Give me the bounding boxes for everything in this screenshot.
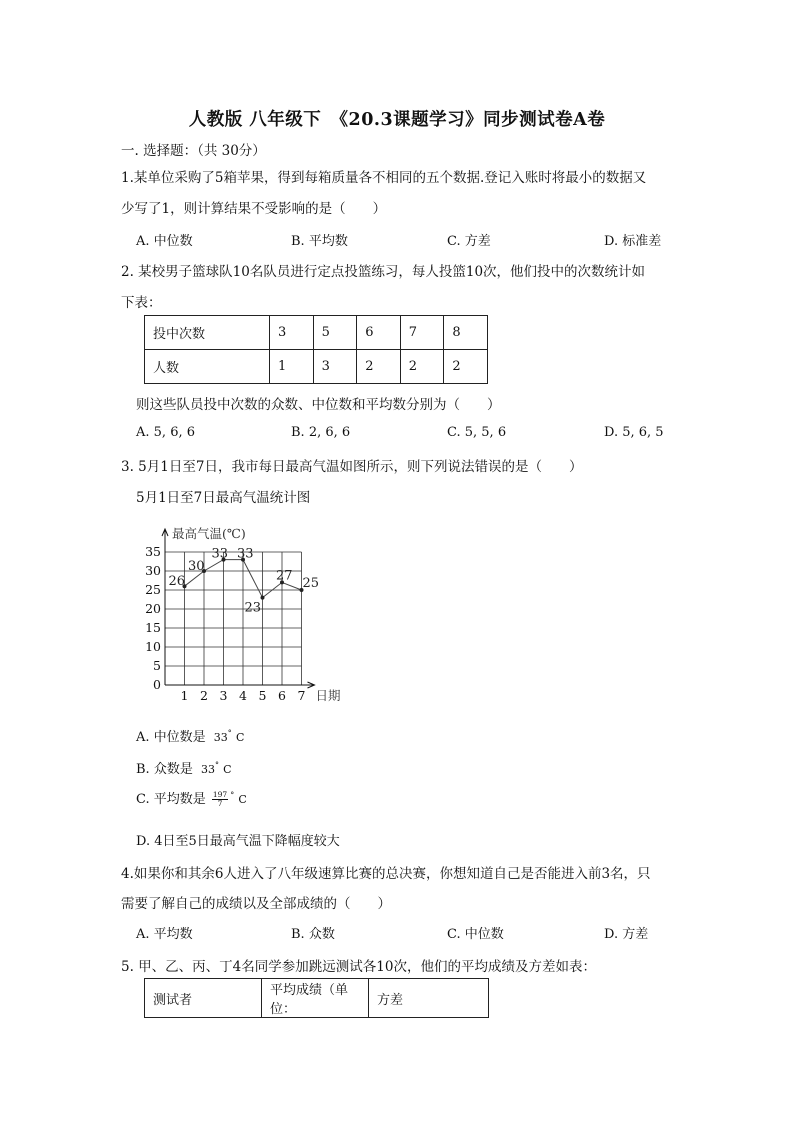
- temperature-line-chart: [140, 517, 360, 707]
- q2-table-cell: 2: [357, 350, 401, 384]
- q5-table: [144, 978, 489, 1018]
- q5-table-row: [145, 979, 489, 1018]
- q2-table-cell: 3: [313, 350, 357, 384]
- page-title: 人教版 八年级下 《20.3课题学习》同步测试卷A卷: [188, 110, 606, 130]
- q1-option-c[interactable]: C. 方差: [447, 234, 491, 249]
- q3-option-c-label: C. 平均数是: [136, 792, 206, 807]
- degree-sign: °: [227, 728, 232, 738]
- q2-question: 则这些队员投中次数的众数、中位数和平均数分别为（ ）: [136, 397, 501, 413]
- q2-table-header-cell: 人数: [145, 350, 270, 384]
- q5-table-header-cell: 平均成绩（单位：: [262, 979, 369, 1018]
- q2-table-header-cell: 投中次数: [145, 316, 270, 350]
- q2-option-d[interactable]: D. 5, 6, 5: [604, 425, 664, 440]
- y-tick-label: 25: [145, 582, 161, 597]
- data-label: 33: [211, 546, 229, 562]
- x-tick-label: 5: [258, 688, 267, 703]
- x-tick-label: 4: [239, 688, 247, 703]
- q2-table-cell: 2: [400, 350, 444, 384]
- q2-table-cell: 8: [444, 316, 488, 350]
- x-tick-label: 3: [219, 688, 228, 703]
- q4-option-d[interactable]: D. 方差: [604, 927, 649, 942]
- q3-option-a[interactable]: [136, 726, 244, 745]
- x-tick-label: 6: [278, 688, 286, 703]
- q1-line2: 少写了1，则计算结果不受影响的是（ ）: [121, 201, 387, 217]
- q5-table-header-cell: 测试者: [145, 979, 262, 1018]
- fraction: [212, 791, 228, 808]
- data-label: 27: [276, 568, 293, 584]
- q3-option-b-value: 33: [200, 763, 215, 776]
- q2-option-c[interactable]: C. 5, 5, 6: [447, 425, 507, 440]
- q2-table: [144, 315, 488, 384]
- y-tick-label: 5: [153, 658, 161, 673]
- y-tick-label: 30: [145, 563, 161, 578]
- q3-option-d[interactable]: D. 4日至5日最高气温下降幅度较大: [136, 834, 340, 849]
- q2-table-cell: 5: [313, 316, 357, 350]
- q4-line1: 4.如果你和其余6人进入了八年级速算比赛的总决赛，你想知道自己是否能进入前3名，只: [121, 866, 651, 882]
- q4-option-b[interactable]: B. 众数: [291, 927, 335, 942]
- q1-option-d[interactable]: D. 标准差: [604, 234, 662, 249]
- q3-option-a-unit: C: [235, 731, 245, 744]
- y-tick-label: 20: [145, 601, 161, 616]
- chart-series: [169, 547, 320, 616]
- q2-table-row: [145, 316, 488, 350]
- section-heading: 一. 选择题：（共 30分）: [121, 143, 266, 159]
- chart-caption: 5月1日至7日最高气温统计图: [136, 490, 311, 506]
- q2-line2: 下表：: [121, 295, 162, 311]
- q4-option-a[interactable]: A. 平均数: [136, 927, 193, 942]
- q3-option-a-value: 33: [213, 731, 228, 744]
- q3-option-b-unit: C: [223, 763, 232, 776]
- fraction-numerator: 197: [212, 790, 228, 799]
- x-axis-label: 日期: [315, 688, 341, 703]
- q3-option-b[interactable]: [136, 758, 232, 777]
- q1-line1: 1.某单位采购了5箱苹果，得到每箱质量各不相同的五个数据.登记入账时将最小的数据又: [121, 170, 647, 186]
- y-tick-label: 0: [153, 677, 161, 692]
- x-tick-label: 7: [297, 688, 306, 703]
- y-tick-label: 35: [145, 544, 161, 559]
- data-label: 30: [188, 559, 205, 574]
- q2-table-cell: 6: [357, 316, 401, 350]
- q2-table-cell: 3: [270, 316, 314, 350]
- q5-table-header-cell: 方差: [369, 979, 489, 1018]
- q2-table-row: [145, 350, 488, 384]
- degree-sign: °: [230, 790, 235, 800]
- q3-option-a-label: A. 中位数是: [136, 730, 206, 745]
- degree-sign: °: [214, 760, 219, 770]
- q1-option-b[interactable]: B. 平均数: [291, 234, 348, 249]
- y-tick-label: 10: [145, 639, 161, 654]
- data-label: 25: [302, 576, 320, 591]
- x-tick-label: 1: [180, 688, 189, 703]
- q2-table-cell: 1: [270, 350, 314, 384]
- q2-table-cell: 7: [400, 316, 444, 350]
- y-axis-label: 最高气温(℃): [172, 526, 246, 541]
- data-label: 33: [237, 546, 254, 562]
- data-point: [261, 596, 265, 600]
- q4-option-c[interactable]: C. 中位数: [447, 927, 504, 942]
- q3-option-b-label: B. 众数是: [136, 762, 193, 777]
- q3-line1: 3. 5月1日至7日，我市每日最高气温如图所示，则下列说法错误的是（ ）: [121, 459, 583, 475]
- q1-option-a[interactable]: A. 中位数: [136, 234, 193, 249]
- data-label: 23: [244, 600, 262, 616]
- q2-option-b[interactable]: B. 2, 6, 6: [291, 425, 351, 440]
- x-tick-label: 2: [200, 688, 208, 703]
- data-label: 26: [168, 574, 186, 590]
- q4-line2: 需要了解自己的成绩以及全部成绩的（ ）: [121, 896, 391, 912]
- q2-option-a[interactable]: A. 5, 6, 6: [136, 425, 195, 440]
- q3-option-c[interactable]: [136, 788, 247, 808]
- q2-line1: 2. 某校男子篮球队10名队员进行定点投篮练习，每人投篮10次，他们投中的次数统计如: [121, 264, 646, 280]
- q3-option-c-unit: C: [238, 793, 247, 806]
- fraction-denominator: 7: [217, 799, 223, 808]
- q2-table-cell: 2: [444, 350, 488, 384]
- y-tick-label: 15: [145, 620, 161, 635]
- q5-line1: 5. 甲、乙、丙、丁4名同学参加跳远测试各10次，他们的平均成绩及方差如表：: [121, 959, 596, 975]
